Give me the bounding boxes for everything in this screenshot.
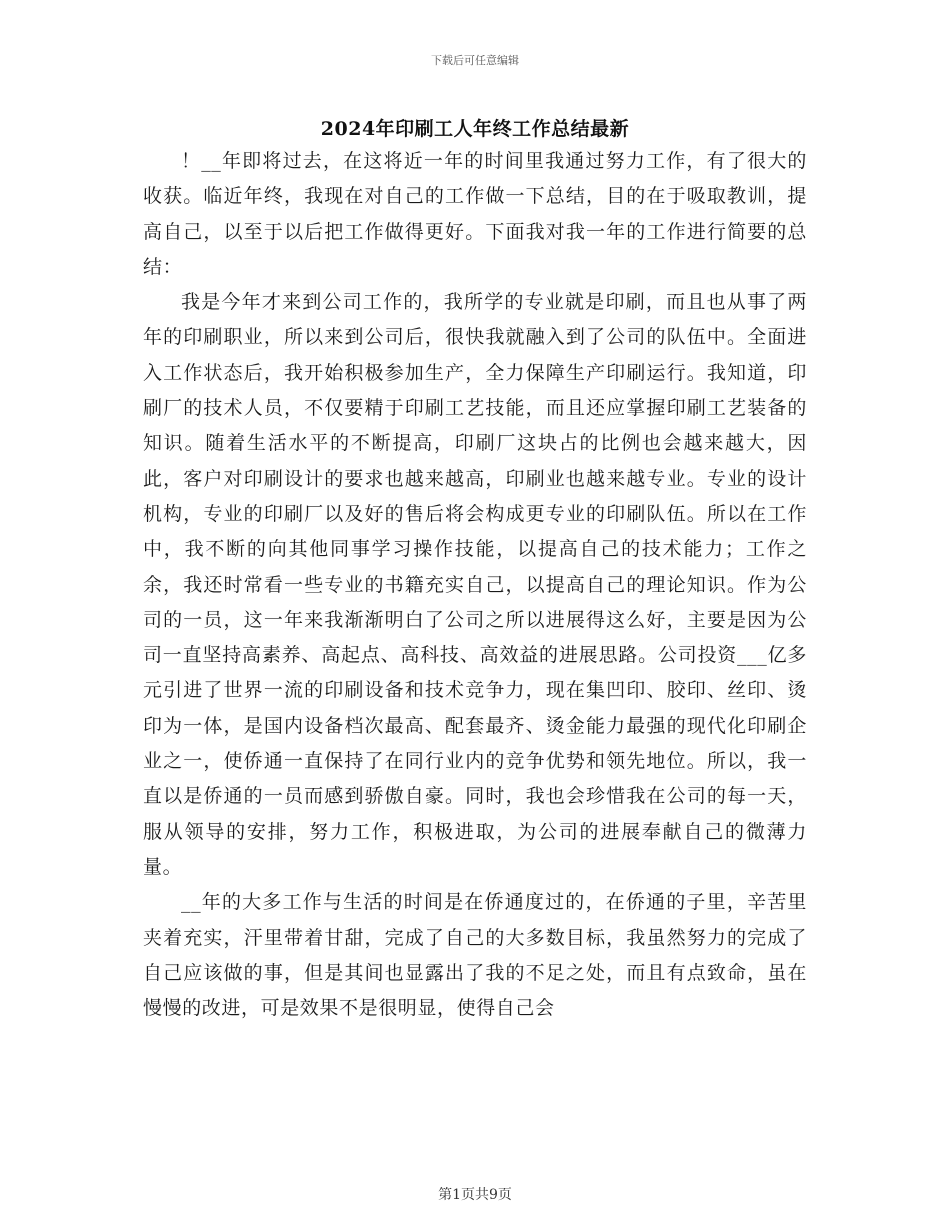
page-header-note: 下载后可任意编辑 bbox=[431, 54, 519, 67]
paragraph-reflection: __年的大多工作与生活的时间是在侨通度过的，在侨通的子里，辛苦里夹着充实，汗里带着甘甜，完成了自己的大多数目标，我虽然努力的完成了自己应该做的事，但是其间也显露出了我的不足之处，而且有点致命，虽在慢慢的改进，可是效果不是很明显，使得自己会 bbox=[143, 891, 807, 1020]
document-body bbox=[143, 144, 807, 1026]
document-title: 2024年印刷工人年终工作总结最新 bbox=[320, 118, 630, 140]
page-number: 第1页共9页 bbox=[438, 1187, 512, 1203]
paragraph-intro: ！__年即将过去，在这将近一年的时间里我通过努力工作，有了很大的收获。临近年终，我现在对自己的工作做一下总结，目的在于吸取教训，提高自己，以至于以后把工作做得更好。下面我对我一年的工作进行简要的总结： bbox=[143, 150, 807, 278]
paragraph-work-experience: 我是今年才来到公司工作的，我所学的专业就是印刷，而且也从事了两年的印刷职业，所以来到公司后，很快我就融入到了公司的队伍中。全面进入工作状态后，我开始积极参加生产，全力保障生产印刷运行。我知道，印刷厂的技术人员，不仅要精于印刷工艺技能，而且还应掌握印刷工艺装备的知识。随着生活水平的不断提高，印刷厂这块占的比例也会越来越大，因此，客户对印刷设计的要求也越来越高，印刷业也越来越专业。专业的设计机构，专业的印刷厂以及好的售后将会构成更专业的印刷队伍。所以在工作中，我不断的向其他同事学习操作技能，以提高自己的技术能力；工作之余，我还时常看一些专业的书籍充实自己，以提高自己的理论知识。作为公司的一员，这一年来我渐渐明白了公司之所以进展得这么好，主要是因为公司一直坚持高素养、高起点、高科技、高效益的进展思路。公司投资___亿多元引进了世界一流的印刷设备和技术竞争力，现在集凹印、胶印、丝印、烫印为一体，是国内设备档次最高、配套最齐、烫金能力最强的现代化印刷企业之一，使侨通一直保持了在同行业内的竞争优势和领先地位。所以，我一直以是侨通的一员而感到骄傲自豪。同时，我也会珍惜我在公司的每一天，服从领导的安排，努力工作，积极进取，为公司的进展奉献自己的微薄力量。 bbox=[143, 291, 807, 878]
